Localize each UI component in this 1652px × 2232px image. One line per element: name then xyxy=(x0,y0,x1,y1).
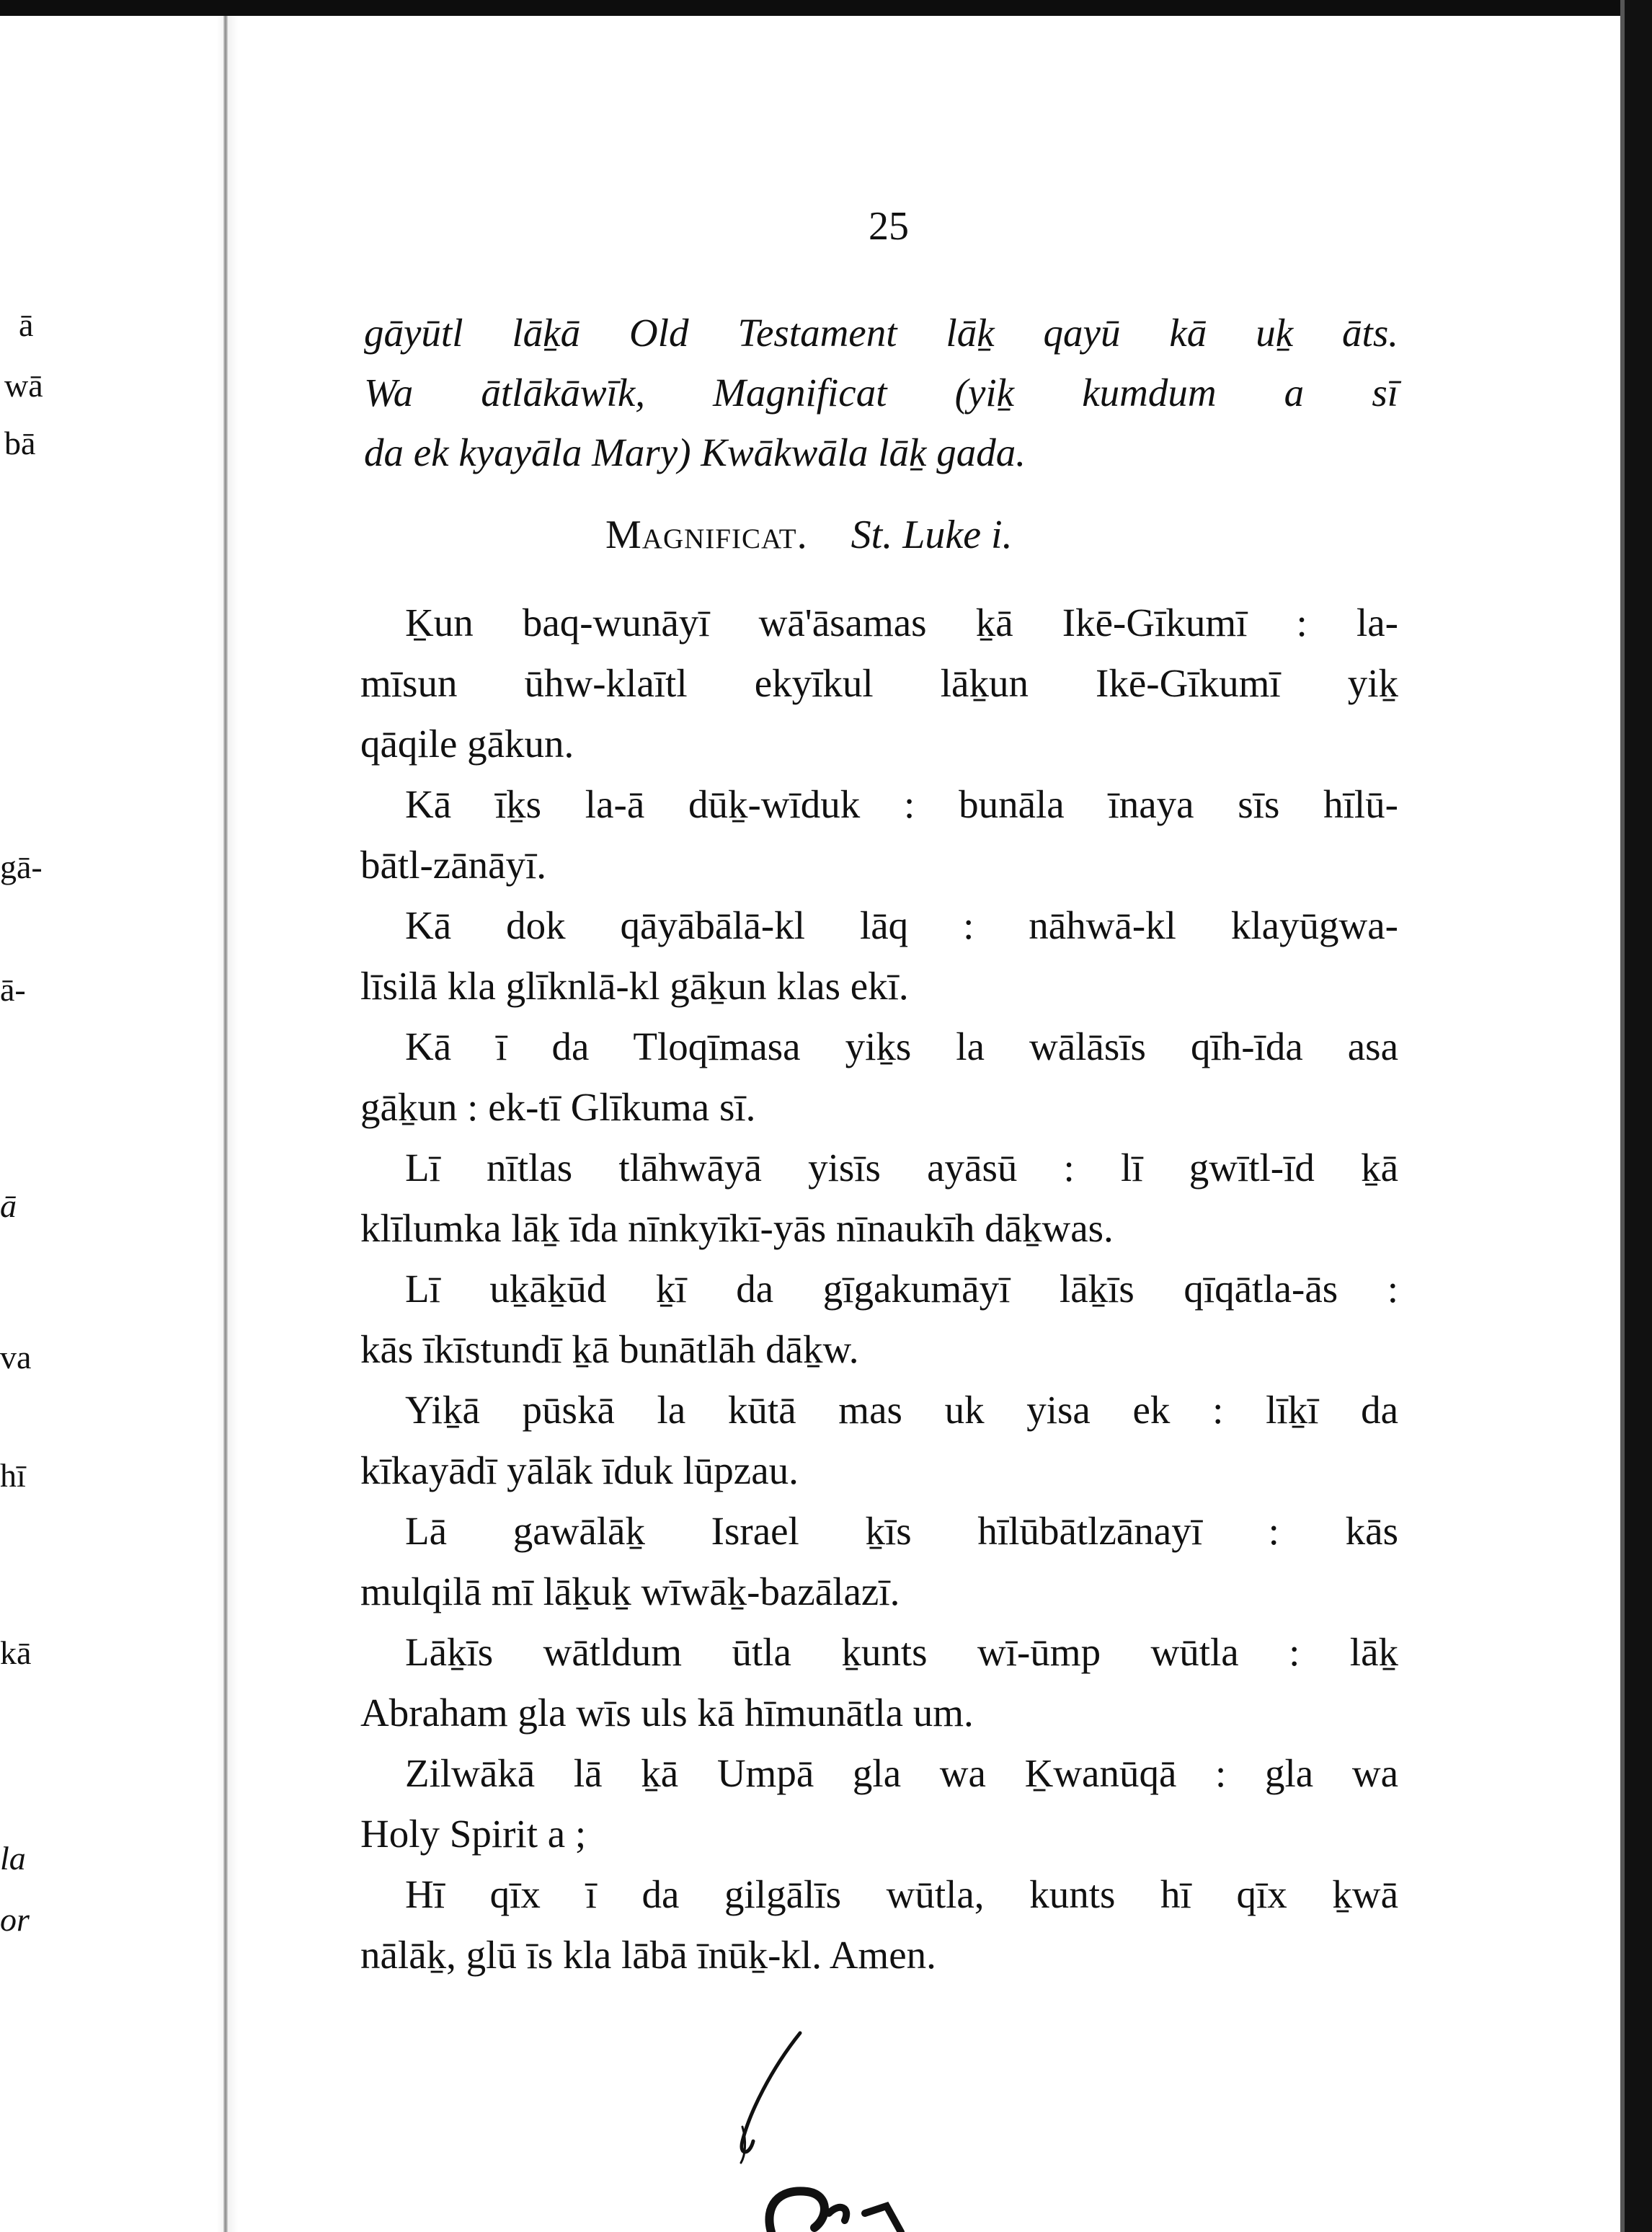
verse-line: nālāḵ, glū īs kla lābā īnūḵ-kl. Amen. xyxy=(360,1933,936,1977)
left-page-fragment: ā- xyxy=(0,971,26,1008)
intro-paragraph xyxy=(364,303,1398,482)
verse xyxy=(360,1622,1398,1743)
intro-line: gāyūtl lāḵā Old Testament lāḵ qayū kā uḵ āts. xyxy=(364,311,1398,355)
left-page-fragment: kā xyxy=(0,1634,32,1671)
handwritten-mark xyxy=(721,2019,937,2232)
left-page-fragment: bā xyxy=(4,425,36,461)
verse xyxy=(360,1743,1398,1864)
verse-line: mulqilā mī lāḵuḵ wīwāḵ-bazālazī. xyxy=(360,1569,900,1613)
left-page-fragment: ā xyxy=(19,306,34,343)
left-page-fragment: gā- xyxy=(0,849,43,885)
verse-line: qāqile gākun. xyxy=(360,722,574,766)
verse-line: Kā īḵs la-ā dūḵ-wīduk : bunāla īnaya sīs hīlū- xyxy=(405,782,1398,826)
verse-line: mīsun ūhw-klaītl ekyīkul lāḵun Ikē-Gīkumī yiḵ xyxy=(360,661,1398,705)
magnificat-text xyxy=(360,593,1398,1985)
verse-line: Kā ī da Tloqīmasa yiḵs la wālāsīs qīh-īda asa xyxy=(405,1024,1398,1068)
verse-line: Lī nītlas tlāhwāyā yisīs ayāsū : lī gwītl-īd ḵā xyxy=(405,1146,1398,1190)
left-page-fragment: wā xyxy=(4,367,43,404)
verse-line: Hī qīx ī da gilgālīs wūtla, kunts hī qīx ḵwā xyxy=(405,1872,1398,1916)
verse xyxy=(360,1501,1398,1622)
left-page-fragment: va xyxy=(0,1339,32,1376)
left-page-fragment: hī xyxy=(0,1457,26,1494)
left-page-fragment: ā xyxy=(0,1187,17,1224)
top-border xyxy=(0,0,1652,16)
verse xyxy=(360,1017,1398,1138)
left-page-fragment: la xyxy=(0,1840,26,1877)
book-gutter xyxy=(223,16,228,2232)
heading-reference: St. Luke i. xyxy=(851,513,1013,557)
verse-line: bātl-zānāyī. xyxy=(360,843,547,887)
verse-line: Zilwākā lā ḵā Umpā gla wa Ḵwanūqā : gla wa xyxy=(405,1751,1398,1795)
left-page-fragment: or xyxy=(0,1901,30,1938)
verse-line: kīkayādī yālāk īduk lūpzau. xyxy=(360,1448,799,1492)
verse xyxy=(360,895,1398,1017)
verse-line: Abraham gla wīs uls kā hīmunātla um. xyxy=(360,1691,974,1735)
heading-title: Magnificat. xyxy=(605,513,808,557)
verse-line: Kā dok qāyābālā-kl lāq : nāhwā-kl klayūgwa- xyxy=(405,903,1398,947)
intro-line: da ek kyayāla Mary) Kwākwāla lāḵ gada. xyxy=(364,430,1026,474)
verse xyxy=(360,1259,1398,1380)
verse-line: Yiḵā pūskā la kūtā mas uk yisa ek : līḵī da xyxy=(405,1388,1398,1432)
section-heading xyxy=(605,512,1013,558)
verse xyxy=(360,593,1398,774)
verse-line: klīlumka lāḵ īda nīnkyīkī-yās nīnaukīh dāḵwas. xyxy=(360,1206,1114,1250)
verse-line: Holy Spirit a ; xyxy=(360,1812,587,1856)
verse xyxy=(360,774,1398,895)
verse xyxy=(360,1380,1398,1501)
verse xyxy=(360,1864,1398,1985)
verse-line: gāḵun : ek-tī Glīkuma sī. xyxy=(360,1085,756,1129)
page-number: 25 xyxy=(869,204,909,249)
verse-line: Lāḵīs wātldum ūtla ḵunts wī-ūmp wūtla : lāḵ xyxy=(405,1630,1398,1674)
right-page-edge-shadow xyxy=(1620,0,1625,2232)
intro-line: Wa ātlākāwīk, Magnificat (yiḵ kumdum a sī xyxy=(364,371,1398,415)
verse-line: kās īkīstundī ḵā bunātlāh dāḵw. xyxy=(360,1327,859,1371)
verse-line: Ḵun baq-wunāyī wā'āsamas ḵā Ikē-Gīkumī : la- xyxy=(405,601,1398,645)
verse-line: līsilā kla glīknlā-kl gāḵun klas ekī. xyxy=(360,964,909,1008)
verse xyxy=(360,1138,1398,1259)
verse-line: Lā gawālāḵ Israel ḵīs hīlūbātlzānayī : kās xyxy=(405,1509,1398,1553)
right-page-edge xyxy=(1625,0,1652,2232)
verse-line: Lī uḵāḵūd ḵī da gīgakumāyī lāḵīs qīqātla-ās : xyxy=(405,1267,1398,1311)
